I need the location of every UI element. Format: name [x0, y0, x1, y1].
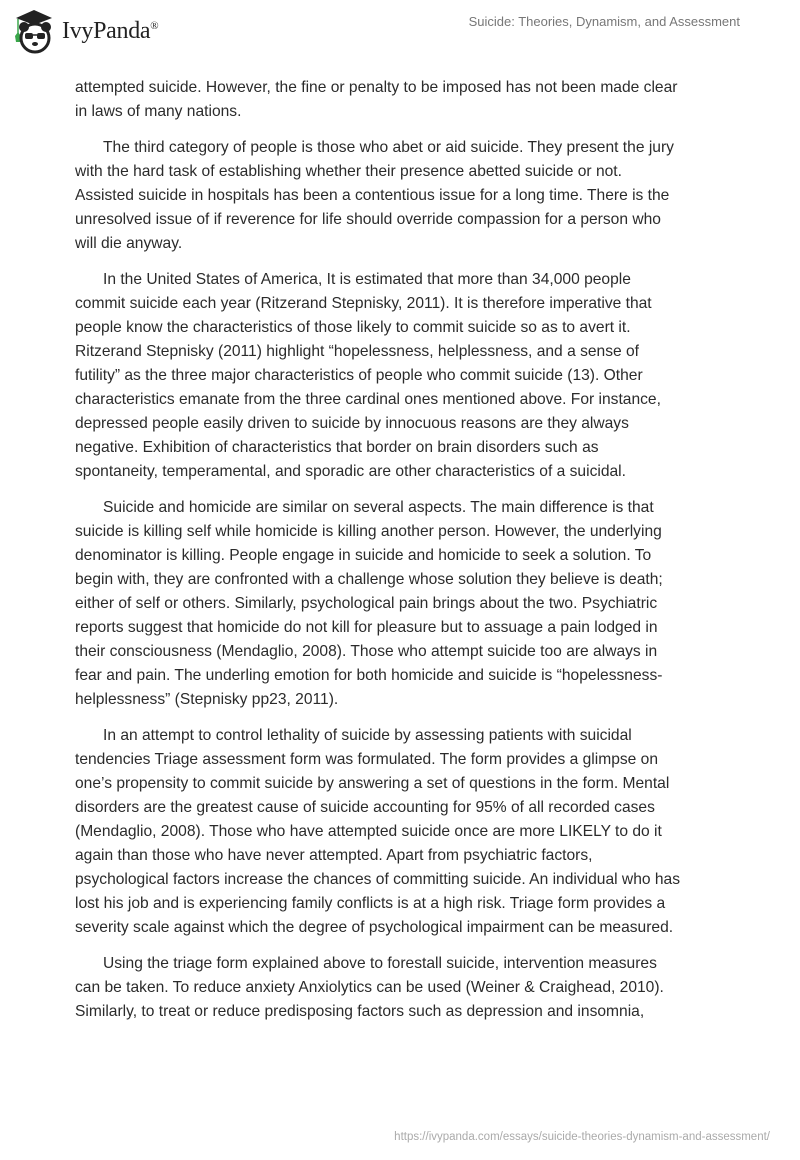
paragraph — [75, 724, 735, 940]
document-title: Suicide: Theories, Dynamism, and Assessment — [468, 14, 740, 29]
brand-name: IvyPanda® — [62, 17, 159, 44]
ivypanda-logo[interactable] — [12, 8, 158, 54]
text-line: fear and pain. The underling emotion for both homicide and suicide is “hopelessness- — [75, 667, 663, 684]
text-line: depressed people easily driven to suicide by innocuous reasons are they always — [75, 415, 629, 432]
text-line: negative. Exhibition of characteristics that border on brain disorders such as — [75, 439, 599, 456]
text-line: reports suggest that homicide do not kill for pleasure but to assuage a pain lodged in — [75, 619, 658, 636]
text-line: futility” as the three major characteristics of people who commit suicide (13). Other — [75, 367, 643, 384]
text-line: lost his job and is experiencing family conflicts is at a high risk. Triage form provides a — [75, 895, 666, 912]
paragraph — [75, 136, 735, 256]
text-line: Assisted suicide in hospitals has been a contentious issue for a long time. There is the — [75, 187, 670, 204]
text-line: attempted suicide. However, the fine or penalty to be imposed has not been made clear — [75, 79, 678, 96]
text-line: In the United States of America, It is estimated that more than 34,000 people — [103, 271, 631, 288]
text-line: helplessness” (Stepnisky pp23, 2011). — [75, 691, 339, 708]
text-line: Similarly, to treat or reduce predisposing factors such as depression and insomnia, — [75, 1003, 645, 1020]
paragraph — [75, 496, 735, 712]
text-line: spontaneity, temperamental, and sporadic are other characteristics of a suicidal. — [75, 463, 626, 480]
text-line: severity scale against which the degree of psychological impairment can be measured. — [75, 919, 674, 936]
text-line: either of self or others. Similarly, psychological pain brings about the two. Psychiatric — [75, 595, 658, 612]
text-line: denominator is killing. People engage in suicide and homicide to seek a solution. To — [75, 547, 652, 564]
text-line: unresolved issue of if reverence for life should override compassion for a person who — [75, 211, 661, 228]
text-line: will die anyway. — [75, 235, 183, 252]
text-line: Suicide and homicide are similar on several aspects. The main difference is that — [103, 499, 654, 516]
text-line: In an attempt to control lethality of suicide by assessing patients with suicidal — [103, 727, 632, 744]
panda-graduate-icon — [12, 8, 56, 54]
text-line: their consciousness (Mendaglio, 2008). Those who attempt suicide too are always in — [75, 643, 658, 660]
paragraph — [75, 952, 735, 1024]
text-line: commit suicide each year (Ritzerand Stepnisky, 2011). It is therefore imperative that — [75, 295, 652, 312]
text-line: Ritzerand Stepnisky (2011) highlight “hopelessness, helplessness, and a sense of — [75, 343, 640, 360]
text-line: characteristics emanate from the three cardinal ones mentioned above. For instance, — [75, 391, 661, 408]
essay-body — [75, 76, 735, 1036]
text-line: tendencies Triage assessment form was formulated. The form provides a glimpse on — [75, 751, 659, 768]
text-line: begin with, they are confronted with a challenge whose solution they believe is death; — [75, 571, 663, 588]
text-line: in laws of many nations. — [75, 103, 242, 120]
text-line: (Mendaglio, 2008). Those who have attempted suicide once are more LIKELY to do it — [75, 823, 662, 840]
text-line: with the hard task of establishing whether their presence abetted suicide or not. — [75, 163, 622, 180]
footer-url[interactable]: https://ivypanda.com/essays/suicide-theories-dynamism-and-assessment/ — [394, 1131, 770, 1143]
text-line: Using the triage form explained above to forestall suicide, intervention measures — [103, 955, 657, 972]
text-line: people know the characteristics of those likely to commit suicide so as to avert it. — [75, 319, 631, 336]
text-line: suicide is killing self while homicide is killing another person. However, the underlying — [75, 523, 662, 540]
paragraph — [75, 268, 735, 484]
text-line: disorders are the greatest cause of suicide accounting for 95% of all recorded cases — [75, 799, 655, 816]
text-line: again than those who have never attempted. Apart from psychiatric factors, — [75, 847, 593, 864]
paragraph — [75, 76, 735, 124]
text-line: psychological factors increase the chances of committing suicide. An individual who has — [75, 871, 681, 888]
text-line: can be taken. To reduce anxiety Anxiolytics can be used (Weiner & Craighead, 2010). — [75, 979, 664, 996]
text-line: The third category of people is those who abet or aid suicide. They present the jury — [103, 139, 674, 156]
text-line: one’s propensity to commit suicide by answering a set of questions in the form. Mental — [75, 775, 670, 792]
